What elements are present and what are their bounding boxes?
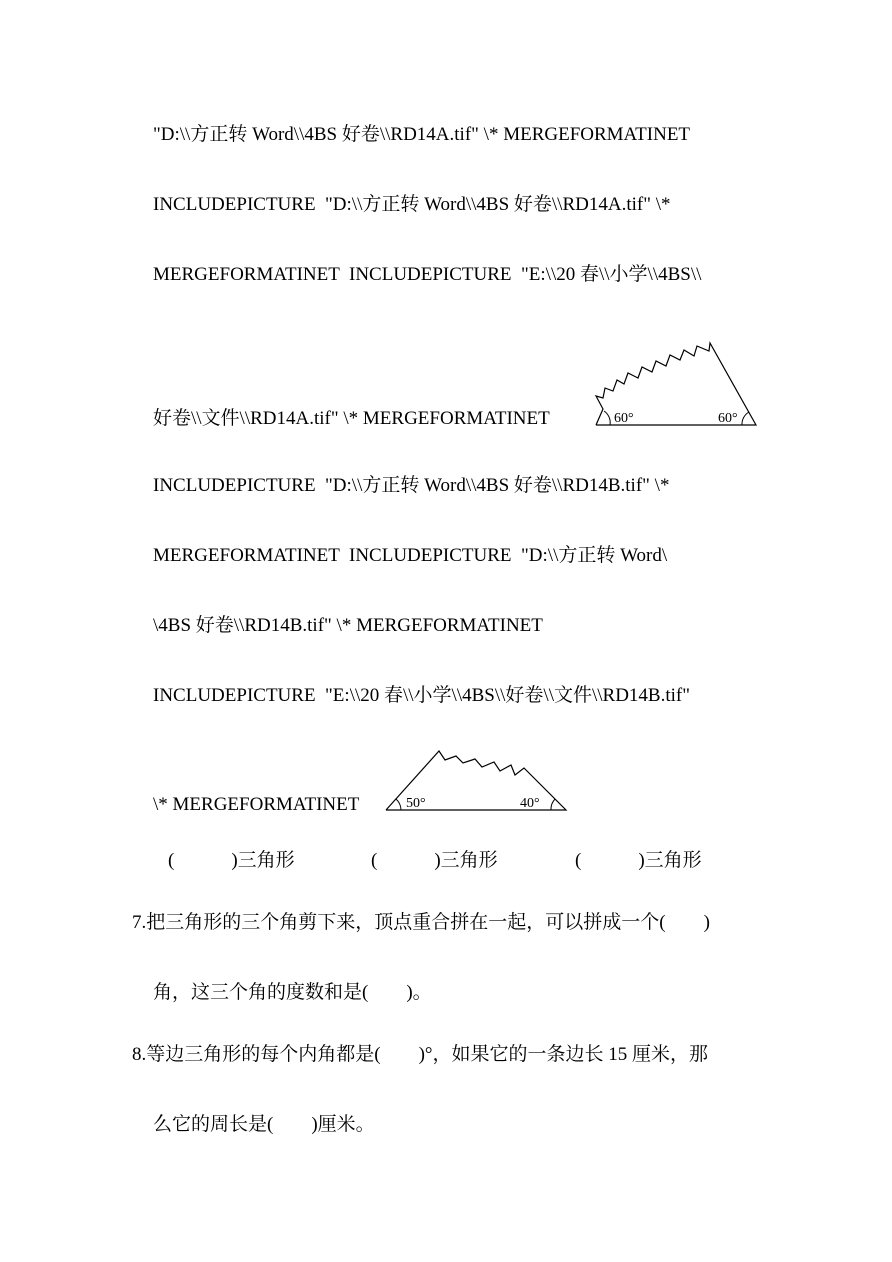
- field-code-line-6: MERGEFORMATINET INCLUDEPICTURE "D:\\方正转 Word\: [153, 545, 668, 566]
- angle-arc-a-right: [742, 412, 749, 425]
- field-code-line-5: INCLUDEPICTURE "D:\\方正转 Word\\4BS 好卷\\RD14B.tif" \*: [153, 475, 670, 496]
- field-code-line-8: INCLUDEPICTURE "E:\\20 春\\小学\\4BS\\好卷\\文件\\RD14B.tif": [153, 685, 690, 706]
- angle-arc-b-left: [396, 799, 401, 810]
- angle-label-b-left: 50°: [406, 796, 426, 811]
- angle-arc-a-left: [604, 411, 610, 425]
- triangle-figure-a: [590, 336, 762, 431]
- question-8-line-2: 么它的周长是( )厘米。: [153, 1114, 375, 1135]
- angle-label-a-right: 60°: [718, 411, 738, 426]
- angle-label-b-right: 40°: [520, 796, 540, 811]
- question-7-line-1: 7.把三角形的三个角剪下来，顶点重合拼在一起，可以拼成一个( ): [132, 912, 710, 933]
- triangle-figure-b: [384, 748, 570, 814]
- question-7-line-2: 角，这三个角的度数和是( )。: [153, 982, 432, 1003]
- answer-blank-2: ( )三角形: [371, 850, 498, 871]
- field-code-line-7: \4BS 好卷\\RD14B.tif" \* MERGEFORMATINET: [153, 615, 543, 636]
- angle-arc-b-right: [551, 799, 555, 810]
- answer-blank-3: ( )三角形: [575, 850, 702, 871]
- angle-label-a-left: 60°: [614, 411, 634, 426]
- field-code-line-2: INCLUDEPICTURE "D:\\方正转 Word\\4BS 好卷\\RD14A.tif" \*: [153, 194, 671, 215]
- field-code-line-4: 好卷\\文件\\RD14A.tif" \* MERGEFORMATINET: [153, 408, 550, 429]
- answer-blank-1: ( )三角形: [168, 850, 295, 871]
- field-code-line-3: MERGEFORMATINET INCLUDEPICTURE "E:\\20 春\\小学\\4BS\\: [153, 264, 702, 285]
- field-code-line-1: "D:\\方正转 Word\\4BS 好卷\\RD14A.tif" \* MERGEFORMATINET: [153, 124, 691, 145]
- question-8-line-1: 8.等边三角形的每个内角都是( )°，如果它的一条边长 15 厘米，那: [132, 1044, 709, 1065]
- field-code-line-9: \* MERGEFORMATINET: [153, 794, 360, 815]
